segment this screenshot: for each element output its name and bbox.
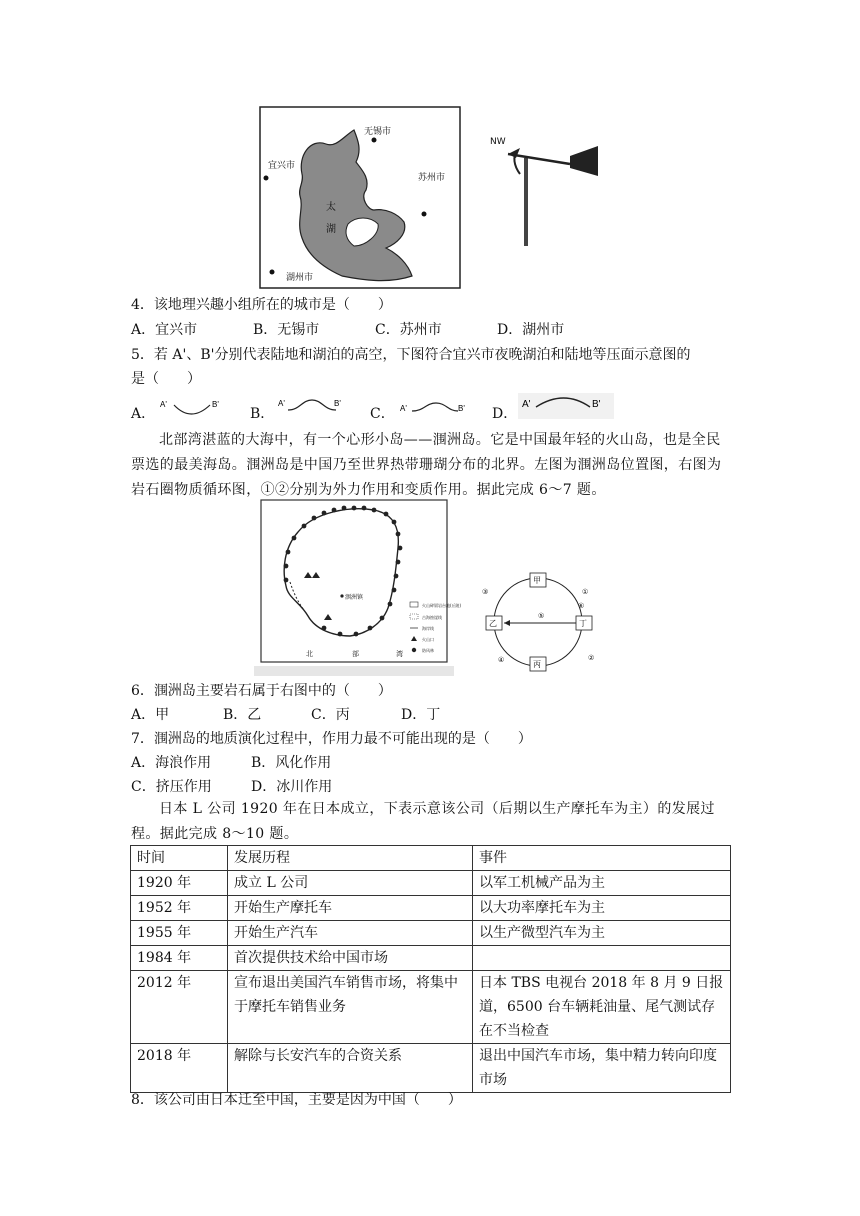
city-wuxi: 无锡市 xyxy=(364,127,392,137)
q5-stem-line2: 是（ ） xyxy=(131,371,201,387)
q5-option-a[interactable]: A． xyxy=(131,406,156,422)
legend-item-1: 火山碎屑岩台地(丘陵) xyxy=(422,603,462,608)
table-row xyxy=(131,921,731,946)
legend-item-5: 防风林 xyxy=(422,648,434,653)
q4-options xyxy=(131,318,564,342)
q7-option-c[interactable]: C．挤压作用 xyxy=(131,779,212,795)
passage-weizhou: 北部湾湛蓝的大海中，有一个心形小岛——涠洲岛。它是中国最年轻的火山岛，也是全民票选的最美海岛。涠洲岛是中国乃至世界热带珊瑚分布的北界。左图为涠洲岛位置图，右图为岩石圈物质循环图，①②分别为外力作用和变质作用。据此完成 6～7 题。 xyxy=(131,432,722,498)
marker-5: ⑤ xyxy=(538,612,545,620)
table-cell: 1955 年 xyxy=(131,921,228,946)
marker-3: ③ xyxy=(482,588,489,596)
q5-d-label-b: B' xyxy=(592,399,601,410)
q5-curve-d xyxy=(518,393,614,419)
rock-node-yi: 乙 xyxy=(489,619,497,628)
table-cell: 2018 年 xyxy=(131,1044,228,1093)
table-header-row xyxy=(131,846,731,871)
sea-char-2: 部 xyxy=(352,650,359,658)
table-row xyxy=(131,871,731,896)
legend-item-2: 古海蚀崖线 xyxy=(422,615,442,620)
island-town-label: 涠洲镇 xyxy=(345,594,364,601)
q5-option-d[interactable]: D． xyxy=(492,406,518,422)
rock-node-jia: 甲 xyxy=(533,576,541,585)
table-row xyxy=(131,896,731,921)
q6-option-c[interactable]: C．丙 xyxy=(311,707,350,723)
yixing-dot xyxy=(264,176,269,181)
marker-1: ① xyxy=(582,588,589,596)
legend-item-3: 海岸线 xyxy=(422,626,434,631)
table-header-cell: 时间 xyxy=(131,846,228,871)
q5-stem-line1: 5．若 A'、B'分别代表陆地和湖泊的高空，下图符合宜兴市夜晚湖泊和陆地等压面示意图的 xyxy=(131,347,691,363)
table-cell: 以大功率摩托车为主 xyxy=(473,896,731,921)
city-suzhou: 苏州市 xyxy=(418,173,446,183)
q4-stem: 4．该地理兴趣小组所在的城市是（ ） xyxy=(131,297,392,313)
q5-curve-c xyxy=(396,397,474,421)
q4-option-d[interactable]: D．湖州市 xyxy=(497,322,565,338)
table-cell: 宣布退出美国汽车销售市场，将集中于摩托车销售业务 xyxy=(228,971,473,1044)
q6-options xyxy=(131,703,440,727)
rock-node-ding: 丁 xyxy=(579,619,587,628)
q5-option-b[interactable]: B． xyxy=(250,406,275,422)
q7-option-d[interactable]: D．冰川作用 xyxy=(251,779,333,795)
q6-option-a[interactable]: A．甲 xyxy=(131,707,170,723)
rock-cycle-diagram xyxy=(478,570,610,674)
q5-b-label-b: B' xyxy=(334,399,341,408)
table-cell xyxy=(473,946,731,971)
marker-6: ⑥ xyxy=(578,602,585,610)
q4-option-b[interactable]: B．无锡市 xyxy=(253,322,320,338)
q7-options-row1 xyxy=(131,751,331,775)
table-header-cell: 发展历程 xyxy=(228,846,473,871)
q5-a-label-b: B' xyxy=(212,400,219,409)
q5-curve-b xyxy=(274,394,350,420)
lake-char-2: 湖 xyxy=(326,224,336,235)
q5-c-label-b: B' xyxy=(458,404,465,413)
company-history-table xyxy=(130,845,731,1093)
huzhou-dot xyxy=(270,270,275,275)
q5-curve-a xyxy=(156,397,226,423)
q4-option-c[interactable]: C．苏州市 xyxy=(375,322,442,338)
table-cell: 1952 年 xyxy=(131,896,228,921)
table-cell: 解除与长安汽车的合资关系 xyxy=(228,1044,473,1093)
rock-node-bing: 丙 xyxy=(533,660,541,669)
table-row xyxy=(131,1044,731,1093)
table-cell: 首次提供技术给中国市场 xyxy=(228,946,473,971)
q8-stem: 8．该公司由日本迁至中国，主要是因为中国（ ） xyxy=(131,1092,462,1108)
table-cell: 开始生产汽车 xyxy=(228,921,473,946)
sea-char-3: 湾 xyxy=(396,650,403,658)
q6-option-b[interactable]: B．乙 xyxy=(223,707,262,723)
q5-option-c[interactable]: C． xyxy=(370,406,395,422)
lake-char-1: 太 xyxy=(326,202,336,213)
wind-vane-direction: NW xyxy=(490,137,506,147)
table-cell: 开始生产摩托车 xyxy=(228,896,473,921)
taihu-map xyxy=(258,106,462,290)
table-cell: 以军工机械产品为主 xyxy=(473,871,731,896)
wuxi-dot xyxy=(372,138,377,143)
q7-option-b[interactable]: B．风化作用 xyxy=(251,755,332,771)
table-row xyxy=(131,971,731,1044)
q5-d-label-a: A' xyxy=(522,399,531,410)
q7-stem: 7．涠洲岛的地质演化过程中，作用力最不可能出现的是（ ） xyxy=(131,731,532,747)
q7-option-a[interactable]: A．海浪作用 xyxy=(131,755,212,771)
suzhou-dot xyxy=(422,212,427,217)
table-cell: 2012 年 xyxy=(131,971,228,1044)
q5-c-label-a: A' xyxy=(400,404,407,413)
table-cell: 1984 年 xyxy=(131,946,228,971)
marker-2: ② xyxy=(588,654,595,662)
marker-4: ④ xyxy=(498,656,505,664)
table-row xyxy=(131,946,731,971)
table-header-cell: 事件 xyxy=(473,846,731,871)
table-cell: 退出中国汽车市场，集中精力转向印度市场 xyxy=(473,1044,731,1093)
q6-option-d[interactable]: D．丁 xyxy=(401,707,441,723)
wind-vane xyxy=(486,118,606,248)
table-cell: 日本 TBS 电视台 2018 年 8 月 9 日报道，6500 台车辆耗油量、尾气测试存在不当检查 xyxy=(473,971,731,1044)
q5-b-label-a: A' xyxy=(278,399,285,408)
legend-item-4: 火山口 xyxy=(422,637,434,642)
passage-company: 日本 L 公司 1920 年在日本成立，下表示意该公司（后期以生产摩托车为主）的发展过程。据此完成 8～10 题。 xyxy=(131,801,715,842)
table-cell: 1920 年 xyxy=(131,871,228,896)
weizhou-island-map xyxy=(254,498,462,676)
q7-options-row2 xyxy=(131,775,332,799)
sea-char-1: 北 xyxy=(306,650,313,658)
q5-a-label-a: A' xyxy=(160,400,167,409)
q4-option-a[interactable]: A．宜兴市 xyxy=(131,322,198,338)
city-huzhou: 湖州市 xyxy=(286,273,314,283)
city-yixing: 宜兴市 xyxy=(268,161,296,171)
table-cell: 以生产微型汽车为主 xyxy=(473,921,731,946)
table-cell: 成立 L 公司 xyxy=(228,871,473,896)
q6-stem: 6．涠洲岛主要岩石属于右图中的（ ） xyxy=(131,683,392,699)
